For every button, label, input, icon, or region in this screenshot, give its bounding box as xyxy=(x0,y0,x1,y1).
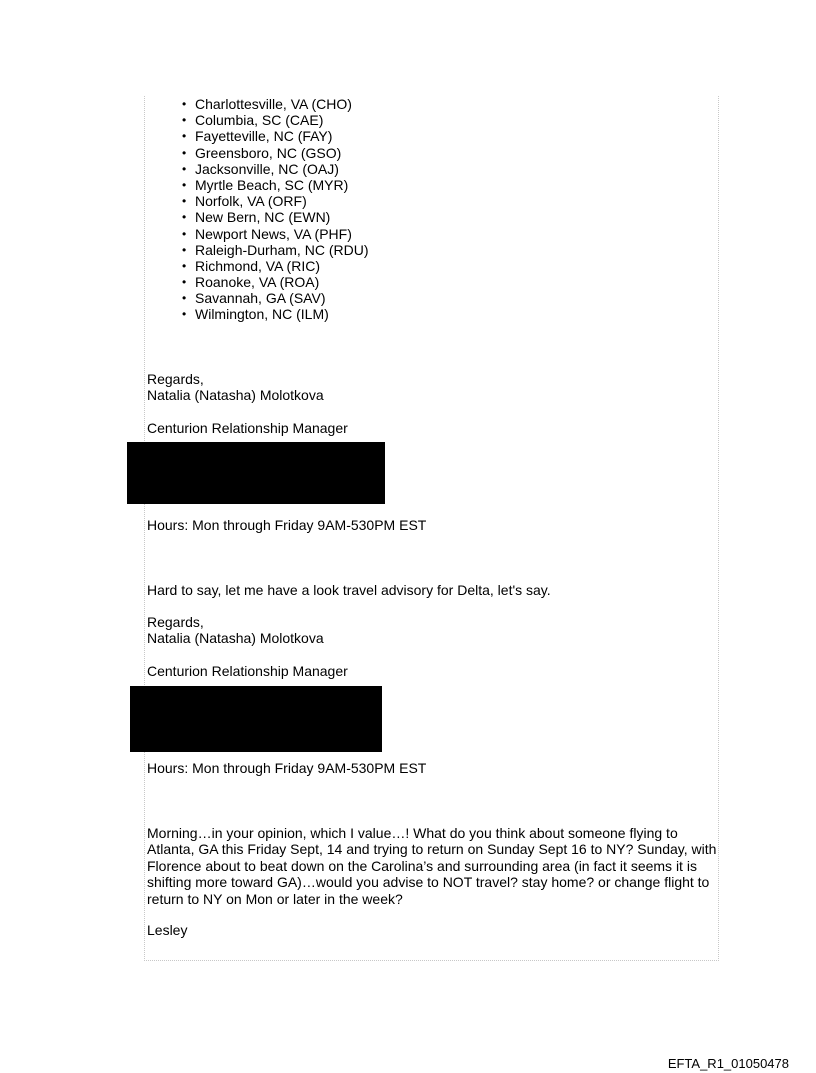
document-id: EFTA_R1_01050478 xyxy=(667,1056,789,1071)
bullet-icon: • xyxy=(182,291,187,306)
signature2-name: Natalia (Natasha) Molotkova xyxy=(147,630,324,646)
redaction-block xyxy=(127,442,385,504)
bullet-icon: • xyxy=(182,113,187,128)
bullet-icon: • xyxy=(182,210,187,225)
signature1-regards: Regards, xyxy=(147,371,204,387)
sender-name: Lesley xyxy=(147,922,188,938)
airport-list-item xyxy=(182,274,368,290)
signature1-name: Natalia (Natasha) Molotkova xyxy=(147,387,324,403)
airport-label: Charlottesville, VA (CHO) xyxy=(195,96,352,112)
airport-list-item xyxy=(182,96,368,112)
message-line: shifting more toward GA)…would you advise to NOT travel? stay home? or change flight to xyxy=(147,874,710,891)
airport-list-item xyxy=(182,226,368,242)
airport-list-item xyxy=(182,112,368,128)
airport-list-item xyxy=(182,209,368,225)
bullet-icon: • xyxy=(182,242,187,257)
bullet-icon: • xyxy=(182,307,187,322)
airport-list-item xyxy=(182,193,368,209)
airport-label: Richmond, VA (RIC) xyxy=(195,257,320,274)
message-line: Morning…in your opinion, which I value…! What do you think about someone flying to xyxy=(147,825,678,841)
airport-label: Norfolk, VA (ORF) xyxy=(195,193,307,210)
original-message xyxy=(147,825,719,907)
airport-list-item xyxy=(182,177,368,193)
airport-label: Roanoke, VA (ROA) xyxy=(195,274,320,291)
bullet-icon: • xyxy=(182,226,187,241)
airport-label: Greensboro, NC (GSO) xyxy=(195,144,342,161)
message-line: return to NY on Mon or later in the week? xyxy=(147,890,403,907)
airport-list-item xyxy=(182,145,368,161)
signature1-title: Centurion Relationship Manager xyxy=(147,420,348,436)
airport-list xyxy=(182,96,368,323)
signature2-title: Centurion Relationship Manager xyxy=(147,663,348,679)
airport-label: Columbia, SC (CAE) xyxy=(195,112,324,129)
airport-list-item xyxy=(182,306,368,322)
signature2-hours: Hours: Mon through Friday 9AM-530PM EST xyxy=(147,760,427,776)
airport-label: Fayetteville, NC (FAY) xyxy=(195,128,333,145)
airport-list-item xyxy=(182,258,368,274)
signature2-regards: Regards, xyxy=(147,614,204,630)
bullet-icon: • xyxy=(182,194,187,209)
airport-list-item xyxy=(182,290,368,306)
airport-label: Jacksonville, NC (OAJ) xyxy=(195,160,339,177)
airport-label: Savannah, GA (SAV) xyxy=(195,290,326,307)
message-line: Atlanta, GA this Friday Sept, 14 and trying to return on Sunday Sept 16 to NY? Sunday, with xyxy=(147,841,717,858)
airport-label: Wilmington, NC (ILM) xyxy=(195,306,329,323)
reply-message: Hard to say, let me have a look travel advisory for Delta, let's say. xyxy=(147,582,551,598)
airport-label: New Bern, NC (EWN) xyxy=(195,209,331,226)
airport-label: Raleigh-Durham, NC (RDU) xyxy=(195,241,369,258)
airport-list-item xyxy=(182,161,368,177)
redaction-block xyxy=(130,686,382,752)
bullet-icon: • xyxy=(182,177,187,192)
bullet-icon: • xyxy=(182,129,187,144)
message-line: Florence about to beat down on the Carolina’s and surrounding area (in fact it seems it is xyxy=(147,857,697,874)
signature1-hours: Hours: Mon through Friday 9AM-530PM EST xyxy=(147,517,427,533)
airport-list-item xyxy=(182,242,368,258)
airport-label: Newport News, VA (PHF) xyxy=(195,225,352,242)
bullet-icon: • xyxy=(182,275,187,290)
bullet-icon: • xyxy=(182,97,187,111)
bullet-icon: • xyxy=(182,258,187,273)
bullet-icon: • xyxy=(182,161,187,176)
airport-list-item xyxy=(182,128,368,144)
bullet-icon: • xyxy=(182,145,187,160)
airport-label: Myrtle Beach, SC (MYR) xyxy=(195,176,349,193)
